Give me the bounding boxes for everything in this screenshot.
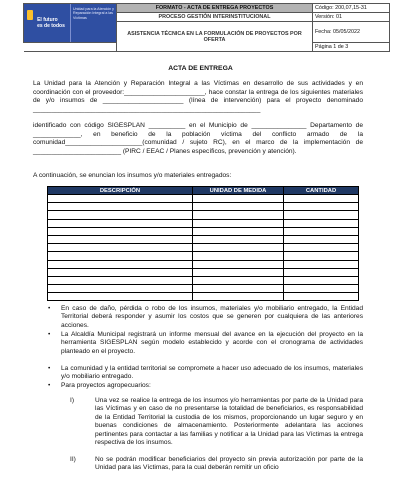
table-cell	[193, 276, 284, 284]
table-cell	[284, 260, 359, 268]
table-row	[48, 219, 359, 227]
table-cell	[193, 285, 284, 293]
table-cell	[284, 244, 359, 252]
materials-table	[47, 186, 359, 301]
table-cell	[48, 260, 193, 268]
table-cell	[284, 293, 359, 301]
table-row	[48, 244, 359, 252]
table-cell	[193, 203, 284, 211]
document-date: Fecha: 05/05/2022	[313, 22, 390, 43]
table-cell	[284, 227, 359, 235]
page-number: Página 1 de 3	[313, 43, 390, 52]
table-row	[48, 195, 359, 203]
table-cell	[48, 252, 193, 260]
list-intro: A continuación, se enuncian los insumos y/o materiales entregados:	[33, 172, 232, 179]
table-row	[48, 211, 359, 219]
flag-icon	[27, 10, 33, 20]
bullet-icon: •	[48, 331, 51, 338]
table-cell	[193, 211, 284, 219]
unit-logo-text: Unidad para la Atención y Reparación Integral a las Víctimas	[70, 4, 116, 42]
table-cell	[193, 260, 284, 268]
col-quantity: CANTIDAD	[284, 187, 359, 195]
table-cell	[48, 285, 193, 293]
table-row	[48, 293, 359, 301]
table-cell	[48, 195, 193, 203]
table-cell	[48, 219, 193, 227]
table-row	[48, 268, 359, 276]
table-cell	[48, 244, 193, 252]
bullet-icon: •	[48, 365, 51, 372]
logo-line2: es de todos	[37, 23, 65, 29]
bullet-item: • La Alcaldía Municipal registrará un informe mensual del avance en la ejecución del proyecto en la herramienta SIGESPLAN según modelo establecido y acorde con el cronograma de actividades planteado en el proyecto.	[48, 331, 363, 355]
table-cell	[48, 203, 193, 211]
table-header-row	[48, 187, 359, 195]
table-cell	[193, 293, 284, 301]
table-row	[48, 227, 359, 235]
table-cell	[193, 235, 284, 243]
government-logo	[24, 4, 70, 42]
format-title: FORMATO - ACTA DE ENTREGA PROYECTOS	[117, 4, 313, 13]
procedure-name: ASISTENCIA TÉCNICA EN LA FORMULACIÓN DE PROYECTOS POR OFERTA	[117, 22, 313, 52]
bullet-item: • En caso de daño, pérdida o robo de los insumos, materiales y/o mobiliario entregado, la Entidad Territorial deberá responder y asumir los costos que se generen por cualquiera de las anteriores acciones.	[48, 305, 363, 329]
table-cell	[284, 276, 359, 284]
logo-cell	[24, 4, 117, 43]
table-cell	[48, 227, 193, 235]
table-cell	[193, 219, 284, 227]
document-code: Código: 200,07,15-31	[313, 4, 390, 13]
table-cell	[284, 195, 359, 203]
logo-line1: El futuro	[37, 17, 58, 23]
table-cell	[48, 268, 193, 276]
table-cell	[284, 268, 359, 276]
table-row	[48, 203, 359, 211]
table-cell	[284, 203, 359, 211]
table-cell	[284, 235, 359, 243]
sub-item: II) No se podrán modificar beneficiarios del proyecto sin previa autorización por parte de la Unidad para las Víctimas, para la cual deberán remitir un oficio	[70, 456, 363, 472]
table-cell	[48, 211, 193, 219]
table-cell	[284, 219, 359, 227]
bullet-item: • La comunidad y la entidad territorial se compromete a hacer uso adecuado de los insumos, materiales y/o mobiliario entregado.	[48, 365, 363, 381]
table-cell	[48, 276, 193, 284]
table-cell	[193, 252, 284, 260]
table-cell	[193, 195, 284, 203]
table-cell	[284, 285, 359, 293]
bullet-item: • Para proyectos agropecuarios:	[48, 382, 151, 389]
logo	[24, 4, 116, 42]
table-row	[48, 235, 359, 243]
table-cell	[193, 244, 284, 252]
table-row	[48, 252, 359, 260]
table-cell	[284, 211, 359, 219]
table-row	[48, 285, 359, 293]
table-row	[48, 260, 359, 268]
table-cell	[284, 252, 359, 260]
table-cell	[193, 227, 284, 235]
table-row	[48, 276, 359, 284]
document-title: ACTA DE ENTREGA	[168, 65, 233, 72]
table-cell	[48, 235, 193, 243]
document-version: Versión: 01	[313, 13, 390, 22]
sub-item: I) Una vez se realice la entrega de los insumos y/o herramientas por parte de la Unidad para las Víctimas y en caso de no presentarse la totalidad de beneficiarios, es responsabilidad de la Entidad Territorial la custodia de los mismos, proporcionando un lugar seguro y en buenas condiciones de almacenamiento. Posteriormente adelantara las acciones pertinentes para contactar a las familias y notificar a la Unidad para las Víctimas la entrega respectiva de los insumos.	[70, 397, 363, 447]
bullet-icon: •	[48, 305, 51, 312]
table-cell	[48, 293, 193, 301]
intro-paragraph-1: La Unidad para la Atención y Reparación Integral a las Víctimas en desarrollo de sus actividades y en coordinación con el proveedor:______________________, hace constar la entrega de los siguientes materiales de y/o insumos de ______________________ (línea de intervención) para el proyecto denominado ______________________________________________________________	[33, 80, 363, 113]
intro-paragraph-2: identificado con código SIGESPLAN __________ en el Municipio de _______________ Departamento de _____________, en beneficio de la población víctima del conflicto armado de la comunidad_____________________(comunidad / sujeto RC), en el marco de la implementación de ________________________ (PIRC / EEAC / Planes específicos, prevención y atención).	[33, 122, 363, 155]
col-description: DESCRIPCIÓN	[48, 187, 193, 195]
document-header	[23, 3, 390, 52]
process-name: PROCESO GESTIÓN INTERINSTITUCIONAL	[117, 13, 313, 22]
bullet-icon: •	[48, 382, 51, 389]
col-unit: UNIDAD DE MEDIDA	[193, 187, 284, 195]
table-cell	[193, 268, 284, 276]
